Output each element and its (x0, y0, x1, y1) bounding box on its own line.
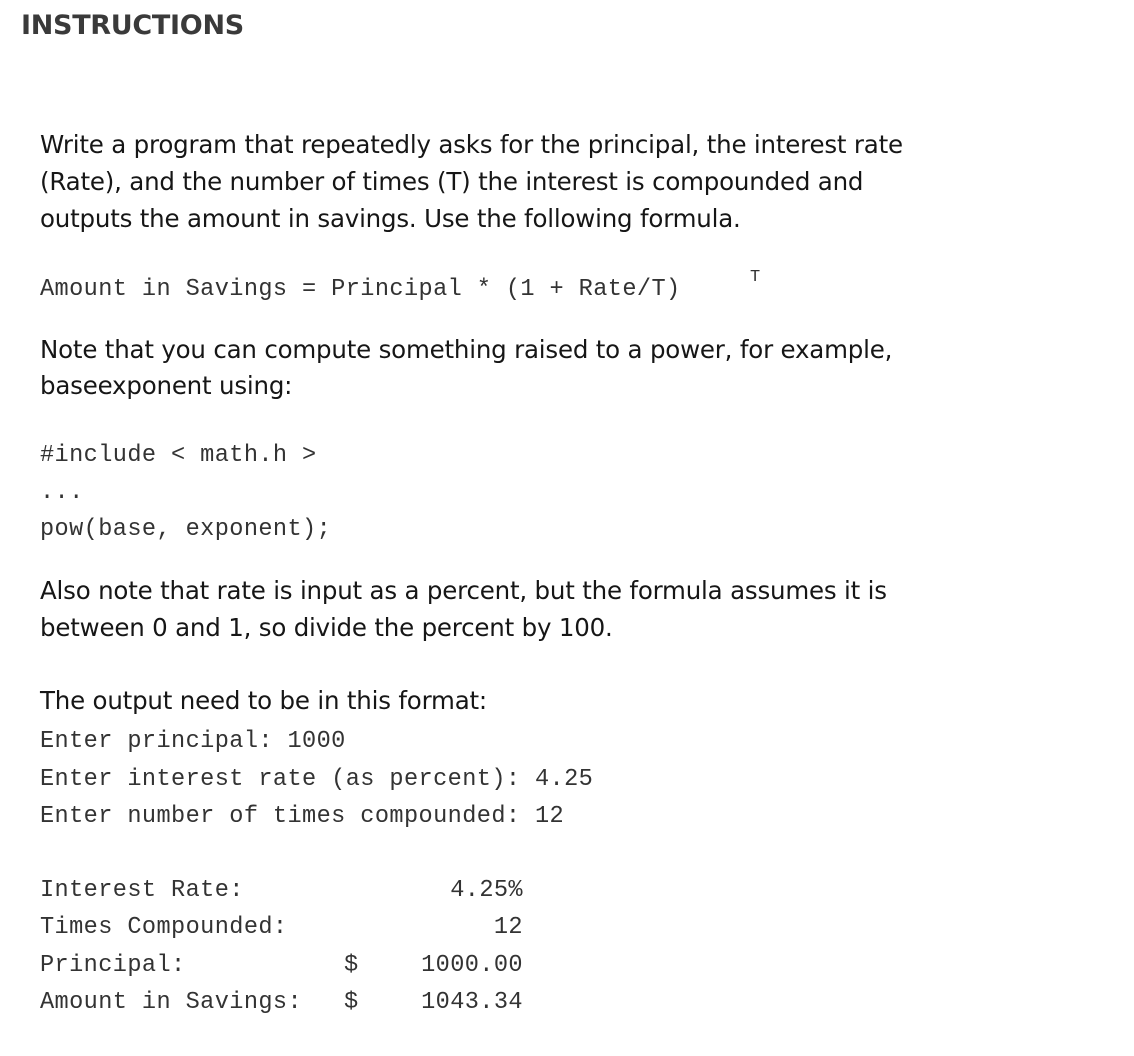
code-line: #include < math.h > (40, 442, 317, 469)
intro-line: (Rate), and the number of times (T) the interest is compounded and (40, 167, 864, 196)
output-value: 1043.34 (421, 989, 523, 1016)
sample-input-line: Enter interest rate (as percent): 4.25 (40, 766, 594, 793)
sample-input-line: Enter number of times compounded: 12 (40, 803, 565, 830)
note-rate-line: Also note that rate is input as a percent, but the formula assumes it is (40, 576, 887, 605)
code-line: pow(base, exponent); (40, 516, 332, 543)
note-power-line: Note that you can compute something raised to a power, for example, (40, 335, 893, 364)
intro-line: Write a program that repeatedly asks for the principal, the interest rate (40, 130, 903, 159)
output-value: 4.25% (450, 877, 523, 904)
output-label: Interest Rate: (40, 877, 244, 904)
output-format-intro: The output need to be in this format: (40, 686, 487, 715)
output-label: Amount in Savings: (40, 989, 303, 1016)
note-power-line: baseexponent using: (40, 371, 293, 400)
output-value: 1000.00 (421, 952, 523, 979)
code-line: ... (40, 479, 84, 506)
intro-line: outputs the amount in savings. Use the following formula. (40, 204, 741, 233)
output-currency: $ (344, 952, 359, 979)
sample-input-line: Enter principal: 1000 (40, 728, 346, 755)
note-rate-line: between 0 and 1, so divide the percent by 100. (40, 613, 613, 642)
output-currency: $ (344, 989, 359, 1016)
output-value: 12 (493, 914, 523, 941)
output-label: Times Compounded: (40, 914, 288, 941)
formula-exponent: T (750, 268, 761, 287)
formula-text: Amount in Savings = Principal * (1 + Rate/T) (40, 276, 681, 303)
output-label: Principal: (40, 952, 186, 979)
page-title: INSTRUCTIONS (21, 10, 244, 41)
